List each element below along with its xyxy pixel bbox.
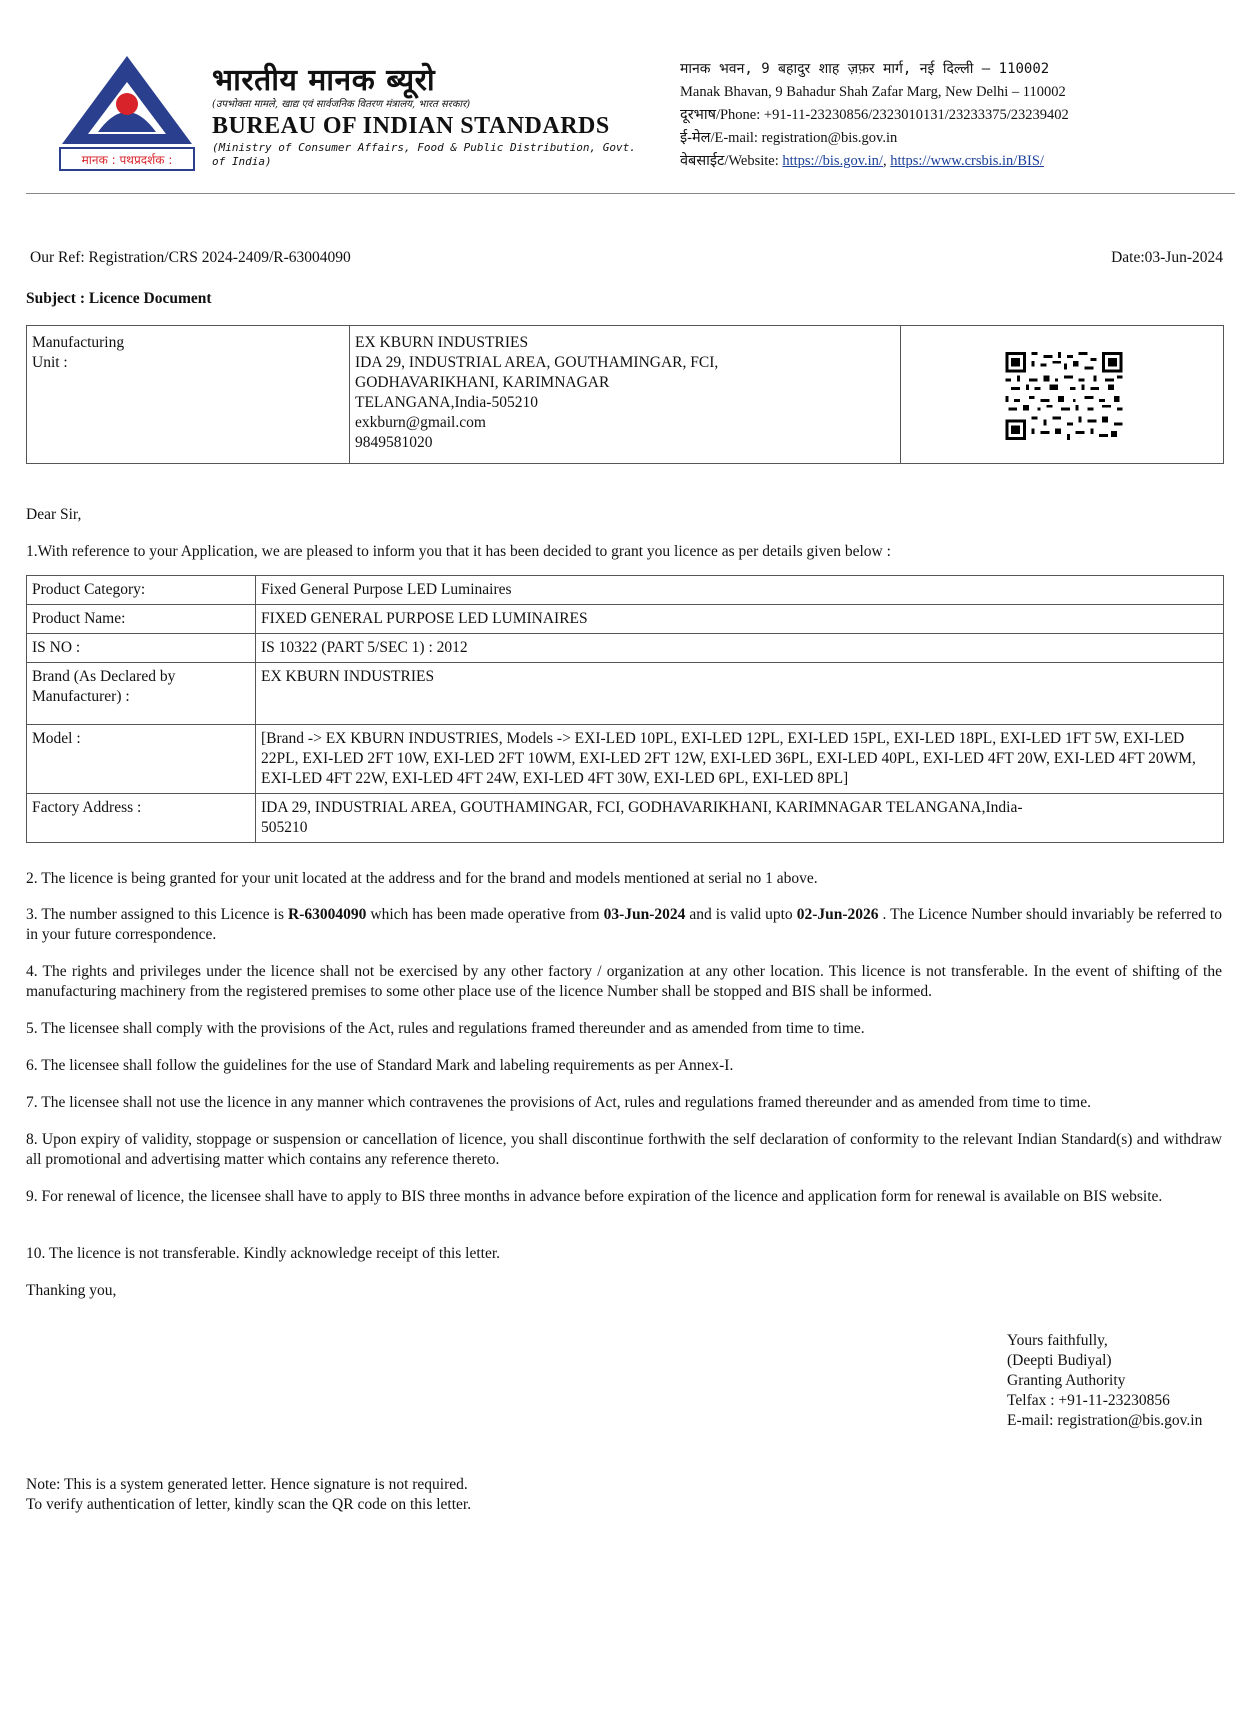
intro-paragraph: 1.With reference to your Application, we are pleased to inform you that it has been decided to grant you licence as per details given below : <box>26 543 891 560</box>
clause-10: 10. The licence is not transferable. Kindly acknowledge receipt of this letter. <box>26 1245 501 1262</box>
unit-details <box>350 326 900 460</box>
website-link-crsbis[interactable]: https://www.crsbis.in/BIS/ <box>890 153 1044 169</box>
detail-value: EX KBURN INDUSTRIES <box>256 663 1224 725</box>
clause-4: 4. The rights and privileges under the licence shall not be exercised by any other factory / organization at any other location. This licence is not transferable. In the event of shifting of the manufacturing machinery from the registered premises to some other place use of the licence Number shall be stopped and BIS shall be informed. <box>26 963 1222 1000</box>
bis-logo <box>58 52 196 172</box>
clause-6: 6. The licensee shall follow the guidelines for the use of Standard Mark and labeling requirements as per Annex-I. <box>26 1057 734 1074</box>
clause-3-text: 3. The number assigned to this Licence is <box>26 906 289 923</box>
signature-block <box>1007 1331 1202 1431</box>
unit-line: 9849581020 <box>355 434 433 451</box>
website-separator: , <box>882 153 887 169</box>
address-english: Manak Bhavan, 9 Bahadur Shah Zafar Marg, New Delhi – 110002 <box>680 84 1066 100</box>
table-row <box>27 725 1224 794</box>
manufacturing-unit-box <box>26 325 1224 464</box>
subject-line: Subject : Licence Document <box>26 290 212 307</box>
table-row <box>27 576 1224 605</box>
unit-line: EX KBURN INDUSTRIES <box>355 334 529 351</box>
detail-label: Factory Address : <box>27 794 256 843</box>
detail-value: [Brand -> EX KBURN INDUSTRIES, Models -> EXI-LED 10PL, EXI-LED 12PL, EXI-LED 15PL, EXI-LED 18PL, EXI-LED 1FT 5W, EXI-LED 22PL, EXI-LED 2FT 10W, EXI-LED 2FT 10WM, EXI-LED 2FT 12W, EXI-LED 36PL, EXI-LED 40PL, EXI-LED 4FT 20W, EXI-LED 4FT 20WM, EXI-LED 4FT 22W, EXI-LED 4FT 24W, EXI-LED 4FT 30W, EXI-LED 6PL, EXI-LED 8PL] <box>256 725 1224 794</box>
table-row <box>27 634 1224 663</box>
table-row <box>27 663 1224 725</box>
logo-tagline: मानक : पथप्रदर्शक : <box>81 153 173 167</box>
note-line: Note: This is a system generated letter. Hence signature is not required. <box>26 1476 468 1493</box>
signatory-email: E-mail: registration@bis.gov.in <box>1007 1412 1203 1429</box>
clause-7: 7. The licensee shall not use the licence in any manner which contravenes the provisions of Act, rules and regulations framed thereunder and as amended from time to time. <box>26 1094 1091 1111</box>
valid-from-date: 03-Jun-2024 <box>603 906 686 923</box>
thanks-line: Thanking you, <box>26 1282 117 1299</box>
table-row <box>27 605 1224 634</box>
phone-line <box>680 104 1069 127</box>
note-line: To verify authentication of letter, kindly scan the QR code on this letter. <box>26 1496 472 1513</box>
clause-8: 8. Upon expiry of validity, stoppage or suspension or cancellation of licence, you shall discontinue forthwith the self declaration of conformity to the relevant Indian Standard(s) and withdraw all promotional and advertising matter which contains any reference thereto. <box>26 1131 1222 1168</box>
clause-3 <box>26 905 1222 945</box>
footer-note <box>26 1475 471 1515</box>
unit-line: IDA 29, INDUSTRIAL AREA, GOUTHAMINGAR, FCI, <box>355 354 719 371</box>
signatory-telfax: Telfax : +91-11-23230856 <box>1007 1392 1170 1409</box>
detail-label: Model : <box>27 725 256 794</box>
website-link-bis[interactable]: https://bis.gov.in/ <box>782 153 883 169</box>
detail-label: Product Category: <box>27 576 256 605</box>
detail-label: IS NO : <box>27 634 256 663</box>
salutation: Dear Sir, <box>26 506 82 523</box>
signatory-title: Granting Authority <box>1007 1372 1126 1389</box>
email-value: registration@bis.gov.in <box>761 130 898 146</box>
ministry-english: (Ministry of Consumer Affairs, Food & Public Distribution, Govt. of India) <box>212 141 636 168</box>
contact-block <box>680 58 1069 173</box>
valid-to-date: 02-Jun-2026 <box>796 906 879 923</box>
org-name-english: BUREAU OF INDIAN STANDARDS <box>212 113 610 139</box>
letter-date: Date:03-Jun-2024 <box>1111 249 1223 266</box>
licence-details-table <box>26 575 1224 843</box>
clause-5: 5. The licensee shall comply with the provisions of the Act, rules and regulations framed thereunder and as amended from time to time. <box>26 1020 865 1037</box>
website-line <box>680 150 1069 173</box>
qr-code[interactable] <box>1005 352 1123 440</box>
clause-2: 2. The licence is being granted for your unit located at the address and for the brand and models mentioned at serial no 1 above. <box>26 870 818 887</box>
detail-label: Product Name: <box>27 605 256 634</box>
reference-number: Our Ref: Registration/CRS 2024-2409/R-63004090 <box>30 249 351 266</box>
clause-3-text: which has been made operative from <box>366 906 604 923</box>
email-line <box>680 127 1069 150</box>
detail-value: Fixed General Purpose LED Luminaires <box>256 576 1224 605</box>
unit-line: TELANGANA,India-505210 <box>355 394 538 411</box>
detail-value: IDA 29, INDUSTRIAL AREA, GOUTHAMINGAR, FCI, GODHAVARIKHANI, KARIMNAGAR TELANGANA,India-505210 <box>256 794 1224 843</box>
closing: Yours faithfully, <box>1007 1332 1108 1349</box>
detail-label: Brand (As Declared by Manufacturer) : <box>27 663 256 725</box>
email-label: ई-मेल/E-mail: <box>680 130 758 146</box>
detail-value: IS 10322 (PART 5/SEC 1) : 2012 <box>256 634 1224 663</box>
website-label: वेबसाईट/Website: <box>680 153 779 169</box>
table-row <box>27 794 1224 843</box>
licence-number: R-63004090 <box>288 906 367 923</box>
unit-label: Manufacturing Unit : <box>32 334 125 371</box>
phone-value: +91-11-23230856/2323010131/23233375/23239402 <box>763 107 1069 123</box>
unit-line: GODHAVARIKHANI, KARIMNAGAR <box>355 374 610 391</box>
clause-3-text: . The Licence Number should invariably be referred to in your future correspondence. <box>26 906 1222 943</box>
clause-3-text: and is valid upto <box>685 906 797 923</box>
detail-value: FIXED GENERAL PURPOSE LED LUMINAIRES <box>256 605 1224 634</box>
phone-label: दूरभाष/Phone: <box>680 107 761 123</box>
ministry-hindi: (उपभोक्ता मामले, खाद्य एवं सार्वजनिक वितरण मंत्रालय, भारत सरकार) <box>212 99 471 110</box>
address-hindi: मानक भवन, 9 बहादुर शाह ज़फ़र मार्ग, नई दिल्ली – 110002 <box>680 61 1050 77</box>
org-name-hindi: भारतीय मानक ब्यूरो <box>212 63 436 98</box>
header-divider <box>26 193 1235 194</box>
signatory-name: (Deepti Budiyal) <box>1007 1352 1112 1369</box>
unit-line: exkburn@gmail.com <box>355 414 486 431</box>
clause-9: 9. For renewal of licence, the licensee shall have to apply to BIS three months in advance before expiration of the licence and application form for renewal is available on BIS website. <box>26 1188 1163 1205</box>
